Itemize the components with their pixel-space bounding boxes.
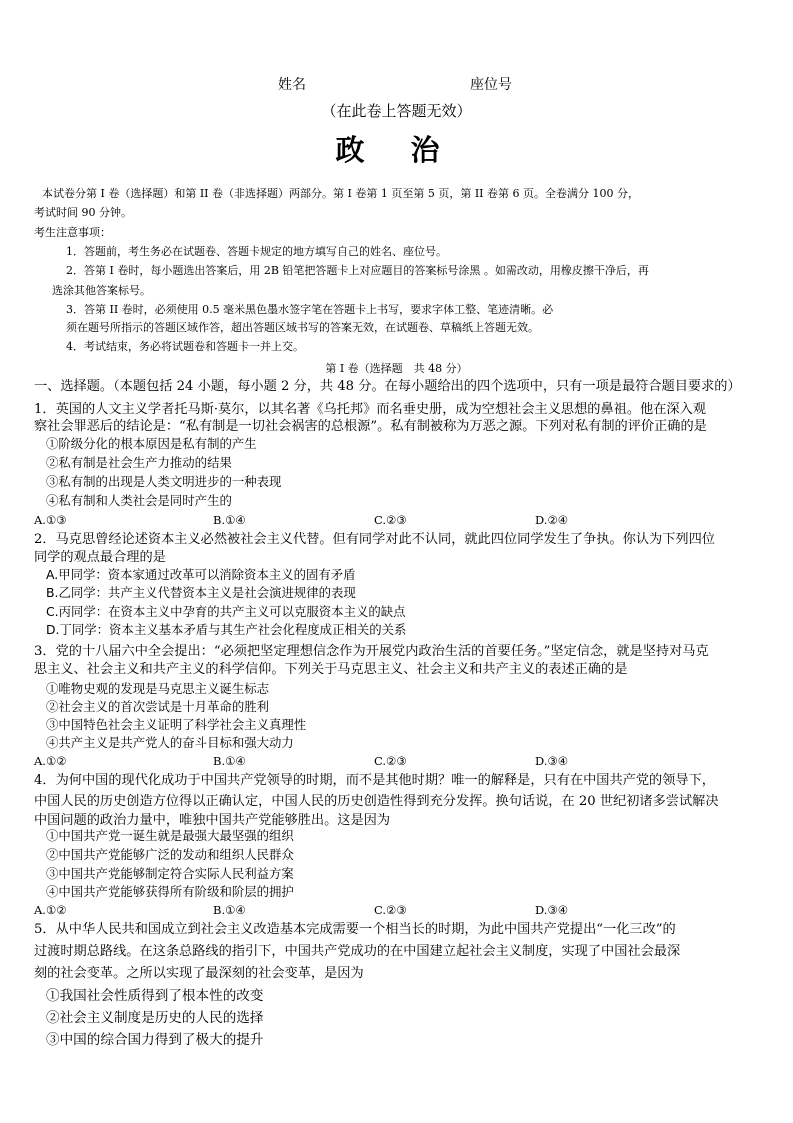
section-heading: 第 I 卷（选择题 共 48 分） [325, 362, 468, 375]
answer-choice: B.①④ [213, 513, 246, 527]
option-item: ②私有制是社会生产力推动的结果 [46, 455, 232, 470]
question-text: 思主义、社会主义和共产主义的科学信仰。下列关于马克思主义、社会主义和共产主义的表述正确的是 [34, 662, 628, 677]
section-instructions: 一、选择题。（本题包括 24 小题，每小题 2 分，共 48 分。在每小题给出的四个选项中，只有一项是最符合题目要求的） [34, 379, 741, 394]
option-item: ②社会主义的首次尝试是十月革命的胜利 [46, 699, 270, 714]
option-item: B.乙同学：共产主义代替资本主义是社会演进规律的表现 [46, 585, 356, 600]
answer-choice: D.③④ [535, 754, 569, 768]
question-text: 中国问题的政治力量中，唯独中国共产党能够胜出。这是因为 [34, 813, 391, 828]
answer-choice: A.①③ [34, 513, 67, 527]
answer-choice: A.①② [34, 754, 67, 768]
answer-choice: C.②③ [374, 754, 407, 768]
answer-choice: C.②③ [374, 903, 407, 917]
question-text: 3．党的十八届六中全会提出：“必须把坚定理想信念作为开展党内政治生活的首要任务。”坚定信念，就是坚持对马克 [34, 644, 709, 659]
option-item: ③中国的综合国力得到了极大的提升 [46, 1032, 264, 1048]
answer-choice: B.①④ [213, 754, 246, 768]
answer-choice: D.②④ [535, 513, 569, 527]
option-item: ②中国共产党能够广泛的发动和组织人民群众 [46, 847, 294, 862]
notice-item: 1．答题前，考生务必在试题卷、答题卡规定的地方填写自己的姓名、座位号。 [66, 245, 447, 258]
notice-item: 须在题号所指示的答题区域作答，超出答题区域书写的答案无效，在试题卷、草稿纸上答题无效。 [66, 321, 539, 334]
answer-choice: A.①② [34, 903, 67, 917]
option-item: ④私有制和人类社会是同时产生的 [46, 493, 232, 508]
option-item: ②社会主义制度是历史的人民的选择 [46, 1010, 264, 1026]
question-text: 4．为何中国的现代化成功于中国共产党领导的时期，而不是其他时期？唯一的解释是，只有在中国共产党的领导下， [34, 773, 715, 788]
option-item: A.甲同学：资本家通过改革可以消除资本主义的固有矛盾 [46, 567, 356, 582]
question-text: 同学的观点最合理的是 [34, 550, 166, 565]
option-item: ③中国共产党能够制定符合实际人民利益方案 [46, 866, 294, 881]
intro-line: 考试时间 90 分钟。 [34, 206, 132, 219]
option-item: ①中国共产党一诞生就是最强大最坚强的组织 [46, 828, 294, 843]
seat-label: 座位号 [470, 77, 512, 93]
name-label: 姓名 [278, 77, 306, 93]
subtitle: （在此卷上答题无效） [321, 102, 472, 120]
intro-line: 本试卷分第 I 卷（选择题）和第 II 卷（非选择题）两部分。第 I 卷第 1 页至第 5 页，第 II 卷第 6 页。全卷满分 100 分， [42, 187, 640, 200]
notice-item: 4．考试结束，务必将试题卷和答题卡一并上交。 [66, 340, 304, 353]
option-item: D.丁同学：资本主义基本矛盾与其生产社会化程度成正相关的关系 [46, 622, 407, 637]
notice-item: 3．答第 II 卷时，必须使用 0.5 毫米黑色墨水签字笔在答题卡上书写，要求字体工整、笔迹清晰。必 [66, 303, 554, 316]
question-text: 中国人民的历史创造方位得以正确认定，中国人民的历史创造性得到充分发挥。换句话说，在 20 世纪初诸多尝试解决 [34, 794, 719, 809]
notice-item: 2．答第 I 卷时，每小题选出答案后，用 2B 铅笔把答题卡上对应题目的答案标号涂黑 。如需改动，用橡皮擦干净后，再 [66, 264, 649, 277]
answer-choice: B.①④ [213, 903, 246, 917]
option-item: ①阶级分化的根本原因是私有制的产生 [46, 436, 257, 451]
notice-item: 选涂其他答案标号。 [52, 284, 151, 297]
option-item: ①我国社会性质得到了根本性的改变 [46, 988, 264, 1004]
question-text: 刻的社会变革。之所以实现了最深刻的社会变革，是因为 [34, 966, 364, 981]
answer-choice: D.③④ [535, 903, 569, 917]
option-item: C.丙同学：在资本主义中孕育的共产主义可以克服资本主义的缺点 [46, 604, 406, 619]
option-item: ④共产主义是共产党人的奋斗目标和强大动力 [46, 735, 294, 750]
option-item: ④中国共产党能够获得所有阶级和阶层的拥护 [46, 884, 294, 899]
page-title: 政 治 [335, 133, 458, 167]
question-text: 过渡时期总路线。在这条总路线的指引下，中国共产党成功的在中国建立起社会主义制度，实现了中国社会最深 [34, 944, 681, 959]
question-text: 1．英国的人文主义学者托马斯·莫尔，以其名著《乌托邦》而名垂史册，成为空想社会主义思想的鼻祖。他在深入观 [34, 402, 706, 417]
option-item: ①唯物史观的发现是马克思主义诞生标志 [46, 681, 270, 696]
question-text: 5．从中华人民共和国成立到社会主义改造基本完成需要一个相当长的时期，为此中国共产党提出“一化三改”的 [34, 922, 676, 937]
answer-choice: C.②③ [374, 513, 407, 527]
question-text: 2．马克思曾经论述资本主义必然被社会主义代替。但有同学对此不认同，就此四位同学发生了争执。你认为下列四位 [34, 532, 715, 547]
notice-heading: 考生注意事项： [34, 226, 111, 239]
option-item: ③私有制的出现是人类文明进步的一种表现 [46, 474, 282, 489]
option-item: ③中国特色社会主义证明了科学社会主义真理性 [46, 717, 307, 732]
question-text: 察社会罪恶后的结论是：“私有制是一切社会祸害的总根源”。私有制被称为万恶之源。下列对私有制的评价正确的是 [34, 419, 707, 434]
